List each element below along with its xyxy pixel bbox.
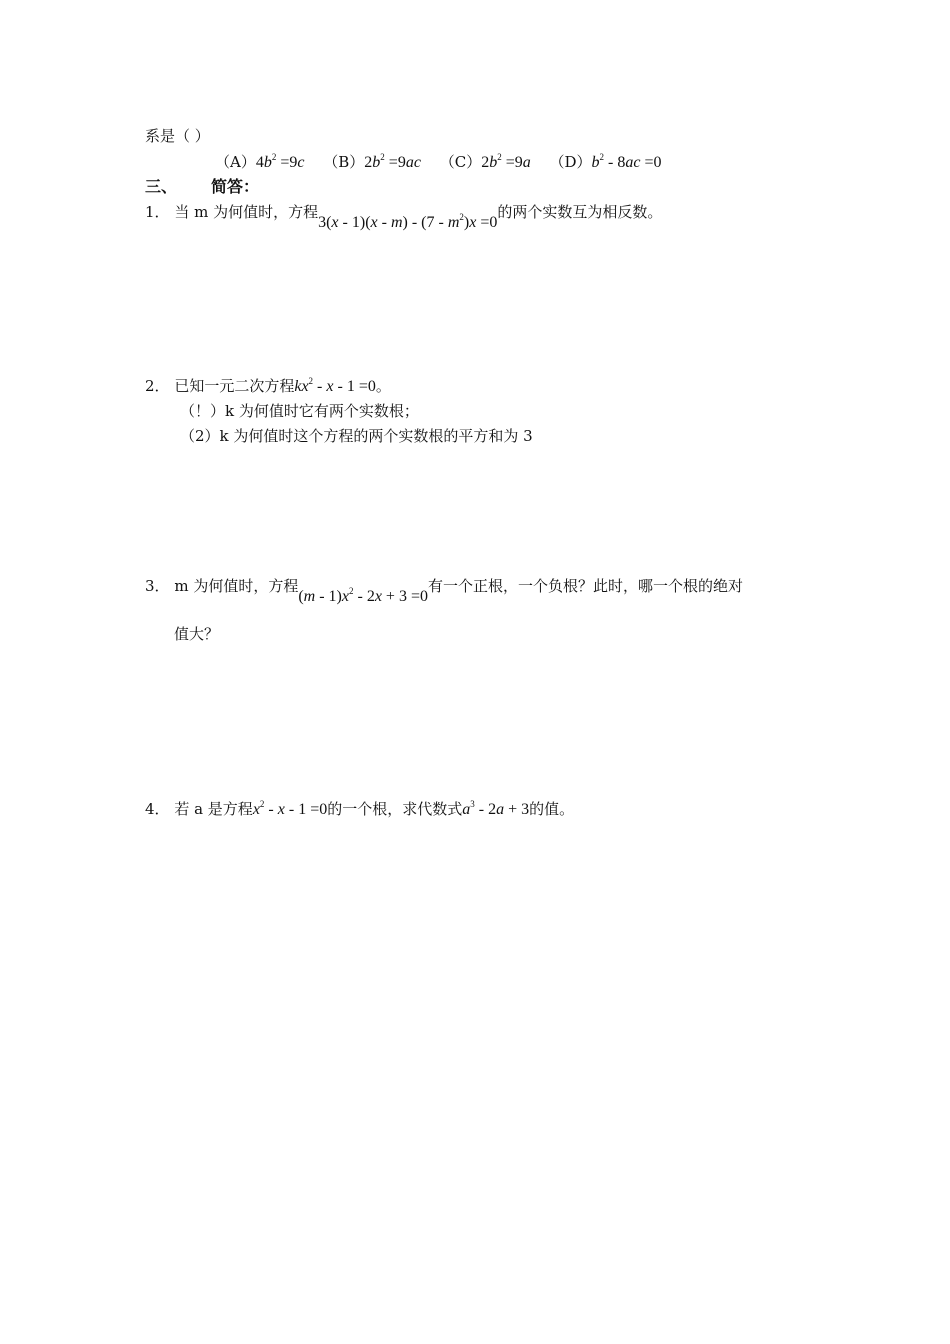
question-continuation: 系是（ ） (145, 127, 210, 145)
q4-expression: $a^3 - 2a + 3$ (462, 799, 530, 818)
option-b-formula: $2b^2 =9ac$ (364, 152, 421, 171)
option-c: $(C)2b^2 =9a$ (439, 152, 531, 171)
question-3-line-2: 值大？ (174, 625, 220, 643)
section-heading: 三、 简答： (145, 177, 260, 196)
q3-equation: $(m - 1)x^2 - 2x + 3 =0$ (298, 586, 428, 605)
option-d-formula: $b^2 - 8ac =0$ (591, 152, 662, 171)
question-2: 2． 已知一元二次方程$kx^2 - x - 1 =0$。 (145, 376, 391, 395)
question-2-part-1: （！）k 为何值时它有两个实数根； (180, 402, 419, 420)
option-b: $(B)2b^2 =9ac$ (323, 152, 421, 171)
question-4: 4． 若 a 是方程$x^2 - x - 1 =0$的一个根，求代数式$a^3 - 2a + 3$的值。 (145, 799, 575, 818)
question-2-part-2: （2）k 为何值时这个方程的两个实数根的平方和为 3 (180, 427, 533, 445)
q1-equation: $3(x - 1)(x - m) - (7 - m^2)x =0$ (318, 212, 498, 231)
question-3: 3． m 为何值时，方程$(m - 1)x^2 - 2x + 3 =0$有一个正根，一个负根？此时，哪一个根的绝对 (145, 577, 743, 605)
q4-equation: $x^2 - x - 1 =0$ (252, 799, 328, 818)
option-c-formula: $2b^2 =9a$ (481, 152, 531, 171)
question-1: 1． 当 m 为何值时，方程$3(x - 1)(x - m) - (7 - m^2)x =0$的两个实数互为相反数。 (145, 203, 663, 231)
option-a-formula: $4b^2 =9c$ (255, 152, 305, 171)
options-row (215, 152, 676, 173)
option-d: $(D)b^2 - 8ac =0$ (549, 152, 662, 171)
option-a: $(A)4b^2 =9c$ (215, 152, 305, 171)
q2-equation: $kx^2 - x - 1 =0$ (294, 376, 376, 395)
